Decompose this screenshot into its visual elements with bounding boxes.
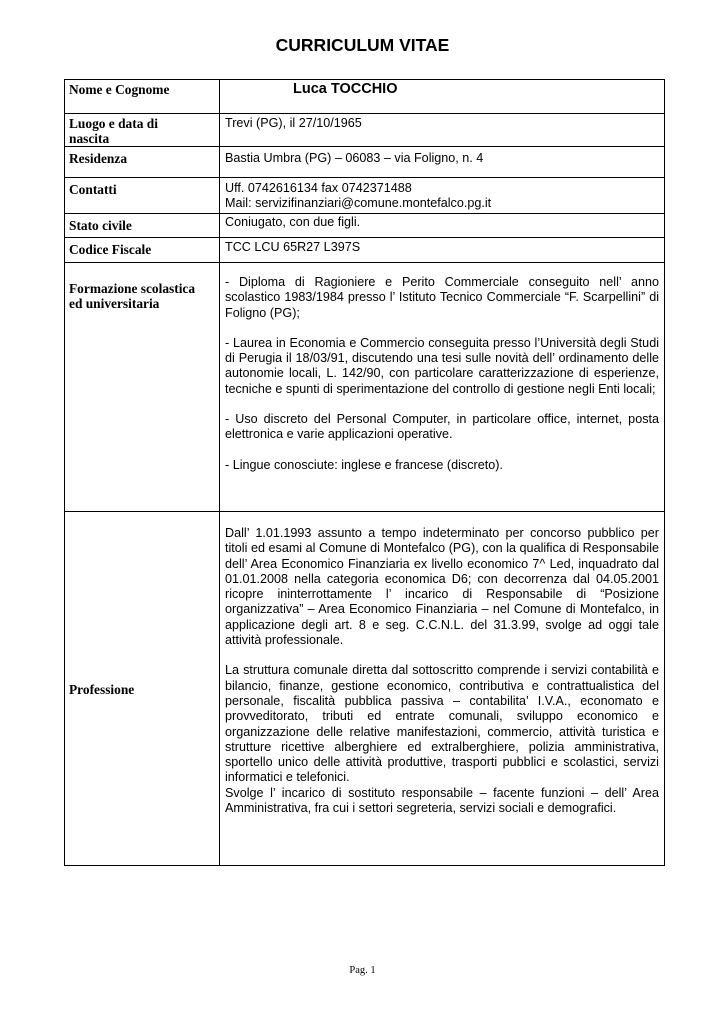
row-luogo-data-nascita [65,114,665,147]
contatti-email: Mail: servizifinanziari@comune.montefalco.pg.it [225,196,492,211]
label-formazione: Formazione scolastica ed universitaria [65,263,220,512]
professione-paragraph: Svolge l’ incarico di sostituto responsabile – facente funzioni – dell’ Area Amministrativa, fra cui i settori segreteria, servizi sociali e demografici. [225,785,659,816]
row-nome-cognome [65,80,665,114]
label-residenza: Residenza [65,147,220,178]
row-codice-fiscale [65,238,665,263]
document-title: CURRICULUM VITAE [275,35,450,55]
formazione-item: - Diploma di Ragioniere e Perito Commerciale conseguito nell’ anno scolastico 1983/1984 presso l’ Istituto Tecnico Commerciale “F. Scarpellini” di Foligno (PG); [225,275,659,320]
value-luogo-data-nascita: Trevi (PG), il 27/10/1965 [220,114,665,147]
formazione-item: - Uso discreto del Personal Computer, in particolare office, internet, posta elettronica e varie applicazioni operative. [225,412,659,442]
value-professione [220,512,665,866]
label-contatti: Contatti [65,178,220,214]
value-residenza: Bastia Umbra (PG) – 06083 – via Foligno, n. 4 [220,147,665,178]
page-number: Pag. 1 [349,965,376,976]
label-codice-fiscale: Codice Fiscale [65,238,220,263]
professione-paragraph: Dall’ 1.01.1993 assunto a tempo indeterminato per concorso pubblico per titoli ed esami al Comune di Montefalco (PG), con la qualifica di Responsabile dell’ Area Economico Finanziaria ex livello economico 7^ Led, inquadrato dal 01.01.2008 nella categoria economica D6; con decorrenza dal 04.05.2001 ricopre ininterrottamente l’ incarico di Responsabile di “Posizione organizzativa” – Area Economico Finanziaria – nel Comune di Montefalco, in applicazione degli art. 8 e seg. C.C.N.L. del 31.3.99, svolge ad oggi tale attività professionale. [225,526,659,648]
row-professione [65,512,665,866]
cv-table [64,79,665,866]
label-stato-civile: Stato civile [65,214,220,238]
row-residenza [65,147,665,178]
value-codice-fiscale: TCC LCU 65R27 L397S [220,238,665,263]
professione-paragraph: La struttura comunale diretta dal sottoscritto comprende i servizi contabilità e bilancio, finanze, gestione economico, contributiva e contrattualistica del personale, fiscalità pubblica passiva – contabilita’ I.V.A., economato e provveditorato, tributi ed entrate comunali, sviluppo economico e organizzazione delle relative manifestazioni, commercio, attività turistica e strutture ricettive alberghiere ed extralberghiere, polizia amministrativa, sportello unico delle attività produttive, trasporti pubblici e scolastici, servizi informatici e telefonici. [225,663,659,785]
formazione-item: - Laurea in Economia e Commercio conseguita presso l’Università degli Studi di Perugia il 18/03/91, discutendo una tesi sulle novità dell’ ordinamento delle autonomie locali, L. 142/90, con particolare caratterizzazione di esperienze, tecniche e spunti di sperimentazione del controllo di gestione negli Enti locali; [225,335,659,396]
value-contatti [220,178,665,214]
row-stato-civile [65,214,665,238]
value-stato-civile: Coniugato, con due figli. [220,214,665,238]
row-contatti [65,178,665,214]
label-professione: Professione [65,512,220,866]
label-luogo-data-nascita: Luogo e data di nascita [65,114,220,147]
value-nome-cognome: Luca TOCCHIO [220,80,665,114]
formazione-item: - Lingue conosciute: inglese e francese (discreto). [225,457,503,472]
row-formazione [65,263,665,512]
contatti-phone: Uff. 0742616134 fax 0742371488 [225,181,412,195]
label-nome-cognome: Nome e Cognome [65,80,220,114]
value-formazione [220,263,665,512]
